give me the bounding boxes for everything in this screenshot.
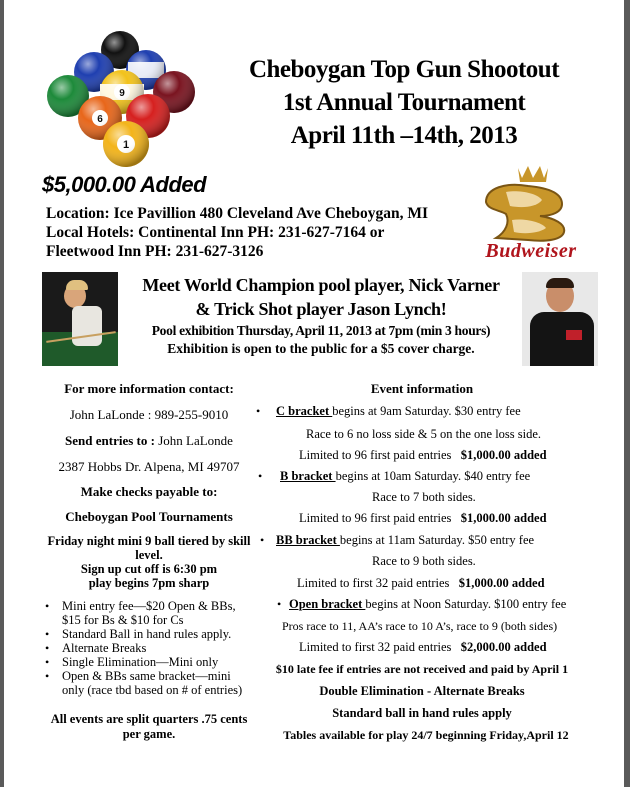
bullet-dot: •	[45, 599, 50, 613]
mini-bullet-breaks: Alternate Breaks	[62, 641, 147, 655]
event-heading: Event information	[370, 381, 474, 396]
pool-balls-image	[42, 30, 202, 180]
hotels-line: Local Hotels: Continental Inn PH: 231-627-7164 or	[46, 224, 385, 241]
b-bracket-limit-line	[299, 511, 547, 526]
prize-amount: $5,000.00 Added	[42, 172, 207, 197]
crown-b-emblem-icon	[466, 162, 596, 242]
mini-bullet-bracket: Open & BBs same bracket—mini	[62, 669, 231, 683]
send-entries-name: John LaLonde	[154, 433, 233, 448]
bullet-dot: •	[45, 641, 50, 655]
bb-bracket-race: Race to 9 both sides.	[372, 554, 476, 568]
bullet-dot: •	[256, 404, 261, 418]
bb-bracket-added: $1,000.00 added	[458, 576, 545, 590]
open-bracket-race: Pros race to 11, AA’s race to 10 A’s, race to 9 (both sides)	[282, 619, 558, 633]
split-line-2: per game.	[122, 727, 176, 741]
signup-cutoff: Sign up cut off is 6:30 pm	[80, 562, 218, 576]
split-line-1: All events are split quarters .75 cents	[50, 712, 248, 726]
c-bracket-race: Race to 6 no loss side & 5 on the one loss side.	[306, 427, 542, 441]
nick-varner-photo	[42, 272, 118, 366]
late-fee-notice: $10 late fee if entries are not received and paid by April 1	[275, 662, 569, 676]
bb-bracket-limit: Limited to first 32 paid entries	[297, 576, 450, 590]
location-line: Location: Ice Pavillion 480 Cleveland Ave Cheboygan, MI	[46, 205, 429, 222]
b-bracket-line	[280, 469, 530, 484]
mini-bullet-entry-fee: Mini entry fee—$20 Open & BBs,	[62, 599, 236, 613]
budweiser-logo	[466, 162, 596, 267]
hotels-line-2: Fleetwood Inn PH: 231-627-3126	[46, 243, 264, 260]
send-entries-line	[34, 433, 264, 449]
checks-payee: Cheboygan Pool Tournaments	[65, 509, 233, 524]
ball-1	[103, 121, 149, 167]
bullet-dot: •	[277, 597, 282, 611]
double-elimination: Double Elimination - Alternate Breaks	[319, 684, 525, 698]
play-begins: play begins 7pm sharp	[88, 576, 210, 590]
mini-bullet-rules: Standard Ball in hand rules apply.	[62, 627, 232, 641]
title-line-2: 1st Annual Tournament	[282, 89, 526, 116]
mini-bullet-elimination: Single Elimination—Mini only	[62, 655, 219, 669]
checks-heading: Make checks payable to:	[80, 484, 218, 499]
contact-name-phone: John LaLonde : 989-255-9010	[69, 407, 229, 422]
tables-availability: Tables available for play 24/7 beginning Friday,April 12	[283, 728, 569, 742]
open-bracket-line	[289, 597, 566, 612]
friday-mini-line-1: Friday night mini 9 ball tiered by skill	[47, 534, 251, 548]
friday-mini-line-2: level.	[135, 548, 163, 562]
b-bracket-limit: Limited to 96 first paid entries	[299, 511, 452, 525]
jason-lynch-photo	[522, 272, 598, 366]
open-bracket-limit-line	[299, 640, 547, 655]
open-bracket-added: $2,000.00 added	[460, 640, 547, 654]
open-bracket-limit: Limited to first 32 paid entries	[299, 640, 452, 654]
c-bracket-limit: Limited to 96 first paid entries	[299, 448, 452, 462]
bb-bracket-limit-line	[297, 576, 545, 591]
exhibition-cover-line: Exhibition is open to the public for a $5 cover charge.	[167, 341, 475, 356]
open-bracket-name: Open bracket	[289, 597, 366, 611]
bullet-dot: •	[45, 655, 50, 669]
c-bracket-added: $1,000.00 added	[460, 448, 547, 462]
meet-line-2: & Trick Shot player Jason Lynch!	[195, 299, 447, 319]
bullet-dot: •	[260, 533, 265, 547]
c-bracket-limit-line	[299, 448, 547, 463]
bullet-dot: •	[45, 627, 50, 641]
mailing-address: 2387 Hobbs Dr. Alpena, MI 49707	[58, 459, 240, 474]
bb-bracket-line	[276, 533, 534, 548]
mini-bullet-entry-fee-cont: $15 for Bs & $10 for Cs	[62, 613, 184, 627]
contact-heading: For more information contact:	[64, 381, 234, 396]
b-bracket-name: B bracket	[280, 469, 336, 483]
c-bracket-desc: begins at 9am Saturday. $30 entry fee	[332, 404, 521, 418]
c-bracket-name: C bracket	[276, 404, 333, 418]
bullet-dot: •	[45, 669, 50, 683]
budweiser-wordmark: Budweiser	[485, 240, 577, 262]
exhibition-line: Pool exhibition Thursday, April 11, 2013 at 7pm (min 3 hours)	[151, 323, 491, 338]
title-dates: April 11th –14th, 2013	[290, 122, 518, 149]
meet-line-1: Meet World Champion pool player, Nick Varner	[142, 275, 500, 295]
title-line-1: Cheboygan Top Gun Shootout	[248, 56, 560, 83]
bullet-dot: •	[258, 469, 263, 483]
bb-bracket-desc: begins at 11am Saturday. $50 entry fee	[339, 533, 535, 547]
flyer-page	[4, 0, 624, 787]
bb-bracket-name: BB bracket	[276, 533, 340, 547]
open-bracket-desc: begins at Noon Saturday. $100 entry fee	[365, 597, 567, 611]
mini-bullet-bracket-cont: only (race tbd based on # of entries)	[62, 683, 243, 697]
standard-rules: Standard ball in hand rules apply	[332, 706, 512, 720]
send-entries-label: Send entries to :	[65, 433, 155, 448]
b-bracket-race: Race to 7 both sides.	[372, 490, 476, 504]
b-bracket-added: $1,000.00 added	[460, 511, 547, 525]
b-bracket-desc: begins at 10am Saturday. $40 entry fee	[335, 469, 531, 483]
c-bracket-line	[276, 404, 521, 419]
